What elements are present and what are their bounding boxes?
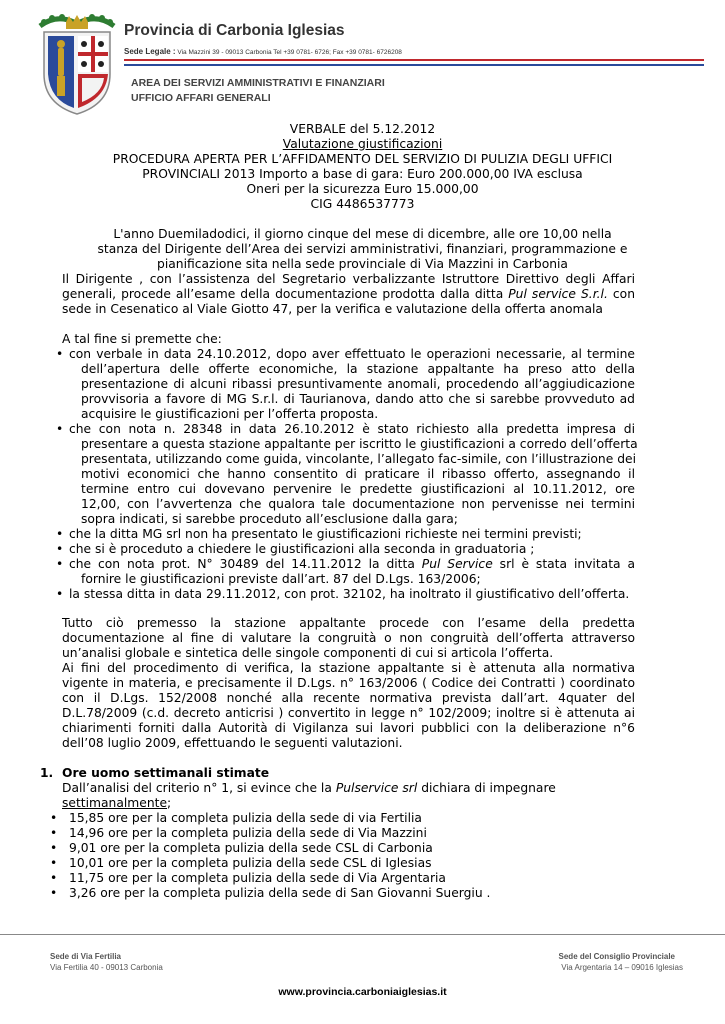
text-span: Dall’analisi del criterio n° 1, si evince che la xyxy=(62,781,336,795)
hours-item: 3,26 ore per la completa pulizia della sede di San Giovanni Suergiu . xyxy=(69,886,491,900)
footer-left-address: Via Fertilia 40 - 09013 Carbonia xyxy=(50,963,163,972)
premessa-2-line-6: 12,00, con l’avvertenza che qualora tale documentazione non pervenisse nei termini xyxy=(81,497,635,511)
office-heading: UFFICIO AFFARI GENERALI xyxy=(131,92,271,104)
text-span: con xyxy=(607,287,635,301)
coat-of-arms-icon xyxy=(36,12,118,116)
text-span: generali, procede all’esame della documentazione prodotta dalla ditta xyxy=(62,287,509,301)
footer-right-title: Sede del Consiglio Provinciale xyxy=(558,952,675,961)
legal-seat-label: Sede Legale : xyxy=(124,47,176,56)
body-p1-line-2: documentazione al fine di valutare la congruità o non congruità dell’offerta attraverso xyxy=(62,631,635,645)
text-span: srl è stata invitata a xyxy=(492,557,636,571)
header-stripe-white xyxy=(124,62,704,63)
hours-item: 11,75 ore per la completa pulizia della sede di Via Argentaria xyxy=(69,871,446,885)
bullet-marker: • xyxy=(56,527,64,541)
section-line-2 xyxy=(62,796,171,811)
text-span: ; xyxy=(167,796,172,810)
intro-para-line-3: sede in Cesenatico al Viale Giotto 47, per la verifica e valutazione della offerta anomala xyxy=(62,302,603,316)
company-name: Pul Service xyxy=(421,557,493,571)
bullet-marker: • xyxy=(56,347,64,361)
premessa-1-line-3: presentazione di alcuni ribassi presuntivamente anomali, procedendo all’aggiudicazione xyxy=(81,377,635,391)
premessa-4: che si è proceduto a chiedere le giustificazioni alla seconda in graduatoria ; xyxy=(69,542,535,556)
verbale-subtitle xyxy=(0,137,725,152)
footer-right-address: Via Argentaria 14 – 09016 Iglesias xyxy=(561,963,683,972)
company-name: Pul service S.r.l. xyxy=(508,287,608,301)
area-heading: AREA DEI SERVIZI AMMINISTRATIVI E FINANZIARI xyxy=(131,77,385,89)
procedure-line-2: PROVINCIALI 2013 Importo a base di gara: Euro 200.000,00 IVA esclusa xyxy=(142,167,583,181)
premessa-2-line-3: presentata, utilizzando come guida, vincolante, l’allegato fac-simile, con l’illustrazione dei xyxy=(81,452,636,466)
premesse-heading: A tal fine si premette che: xyxy=(62,332,222,346)
intro-line-3: pianificazione sita nella sede provinciale di Via Mazzini in Carbonia xyxy=(157,257,568,271)
premessa-5-line-1 xyxy=(69,557,635,572)
section-number: 1. xyxy=(40,766,54,780)
body-p2-line-3: con il D.Lgs. 152/2008 nonché alla recente normativa prevista dall’art. 4quater del xyxy=(62,691,635,705)
premessa-2-line-2: presentare a questa stazione appaltante per iscritto le giustificazioni a corredo dell’offerta xyxy=(81,437,638,451)
text-span: che con nota prot. N° 30489 del 14.11.2012 la ditta xyxy=(69,557,422,571)
bullet-marker: • xyxy=(50,826,58,840)
footer-left-title: Sede di Via Fertilia xyxy=(50,952,121,961)
body-p2-line-5: chiarimenti forniti dalla Autorità di Vigilanza sui lavori pubblici con la deliberazione n°6 xyxy=(62,721,635,735)
intro-line-2: stanza del Dirigente dell’Area dei servizi amministrativi, finanziari, programmazione e xyxy=(97,242,628,256)
premessa-1-line-4: provvisoria a favore di MG S.r.l. di Taurianova, dando atto che si sarebbe provveduto ad xyxy=(81,392,635,406)
intro-para-line-1: Il Dirigente , con l’assistenza del Segretario verbalizzante Istruttore Direttivo degli Affari xyxy=(62,272,635,286)
bullet-marker: • xyxy=(50,886,58,900)
premessa-2-line-7: sopra indicati, si sarebbe proceduto all’esclusione dalla gara; xyxy=(81,512,458,526)
premessa-1-line-5: acquisire le giustificazioni per l’offerta proposta. xyxy=(81,407,379,421)
body-p2-line-1: Ai fini del procedimento di verifica, la stazione appaltante si è attenuta alla normativa xyxy=(62,661,635,675)
premessa-1-line-1: con verbale in data 24.10.2012, dopo aver effettuato le operazioni necessarie, al termine xyxy=(69,347,635,361)
bullet-marker: • xyxy=(56,587,64,601)
verbale-title: VERBALE del 5.12.2012 xyxy=(289,122,436,136)
section-title: Ore uomo settimanali stimate xyxy=(62,766,270,780)
bullet-marker: • xyxy=(50,856,58,870)
section-line-1 xyxy=(62,781,556,796)
header-stripe-red xyxy=(124,59,704,61)
premessa-1-line-2: dell’apertura delle offerte economiche, la stazione appaltante ha preso atto della xyxy=(81,362,635,376)
intro-para-line-2 xyxy=(62,287,635,302)
header-stripe-blue xyxy=(124,64,704,66)
bullet-marker: • xyxy=(50,871,58,885)
hours-item: 10,01 ore per la completa pulizia della sede CSL di Iglesias xyxy=(69,856,432,870)
body-p2-line-4: D.L.78/2009 (c.d. decreto anticrisi ) convertito in legge n° 102/2009; inoltre si è attenuta ai xyxy=(62,706,635,720)
premessa-2-line-5: termine entro cui dovevano pervenire le predette giustificazioni al 10.11.2012, ore xyxy=(81,482,635,496)
legal-seat-line xyxy=(124,47,402,56)
organization-title: Provincia di Carbonia Iglesias xyxy=(124,22,345,39)
legal-seat-address: Via Mazzini 39 - 09013 Carbonia Tel +39 0781- 6726; Fax +39 0781- 6726208 xyxy=(177,49,402,56)
website-link[interactable]: www.provincia.carboniaiglesias.it xyxy=(278,986,447,998)
underlined-word: settimanalmente xyxy=(62,796,168,810)
body-p1-line-1: Tutto ciò premesso la stazione appaltante procede con l’esame della predetta xyxy=(62,616,635,630)
text-span: dichiara di impegnare xyxy=(417,781,556,795)
bullet-marker: • xyxy=(56,542,64,556)
company-name: Pulservice srl xyxy=(335,781,418,795)
bullet-marker: • xyxy=(50,811,58,825)
premessa-5-line-2: fornire le giustificazioni previste dall’art. 87 del D.Lgs. 163/2006; xyxy=(81,572,481,586)
premessa-2-line-4: motivi economici che hanno consentito di praticare il ribasso offerto, assegnando il xyxy=(81,467,635,481)
hours-item: 9,01 ore per la completa pulizia della sede CSL di Carbonia xyxy=(69,841,433,855)
procedure-line-1: PROCEDURA APERTA PER L’AFFIDAMENTO DEL SERVIZIO DI PULIZIA DEGLI UFFICI xyxy=(112,152,613,166)
footer-divider xyxy=(0,934,725,935)
safety-costs-line: Oneri per la sicurezza Euro 15.000,00 xyxy=(246,182,479,196)
bullet-marker: • xyxy=(56,422,64,436)
hours-item: 14,96 ore per la completa pulizia della sede di Via Mazzini xyxy=(69,826,427,840)
intro-line-1: L'anno Duemiladodici, il giorno cinque del mese di dicembre, alle ore 10,00 nella xyxy=(113,227,612,241)
cig-line: CIG 4486537773 xyxy=(310,197,415,211)
subtitle-text: Valutazione giustificazioni xyxy=(282,137,443,151)
hours-item: 15,85 ore per la completa pulizia della sede di via Fertilia xyxy=(69,811,422,825)
body-p2-line-2: vigente in materia, e precisamente il D.Lgs. n° 163/2006 ( Codice dei Contratti ) coordinato xyxy=(62,676,635,690)
premessa-6: la stessa ditta in data 29.11.2012, con prot. 32102, ha inoltrato il giustificativo dell’offerta. xyxy=(69,587,630,601)
bullet-marker: • xyxy=(56,557,64,571)
premessa-3: che la ditta MG srl non ha presentato le giustificazioni richieste nei termini previsti; xyxy=(69,527,582,541)
body-p2-line-6: dell’08 luglio 2009, effettuando le seguenti valutazioni. xyxy=(62,736,403,750)
premessa-2-line-1: che con nota n. 28348 in data 26.10.2012 è stato richiesto alla predetta impresa di xyxy=(69,422,635,436)
body-p1-line-3: un’analisi globale e sintetica delle singole componenti di cui si articola l’offerta. xyxy=(62,646,554,660)
bullet-marker: • xyxy=(50,841,58,855)
